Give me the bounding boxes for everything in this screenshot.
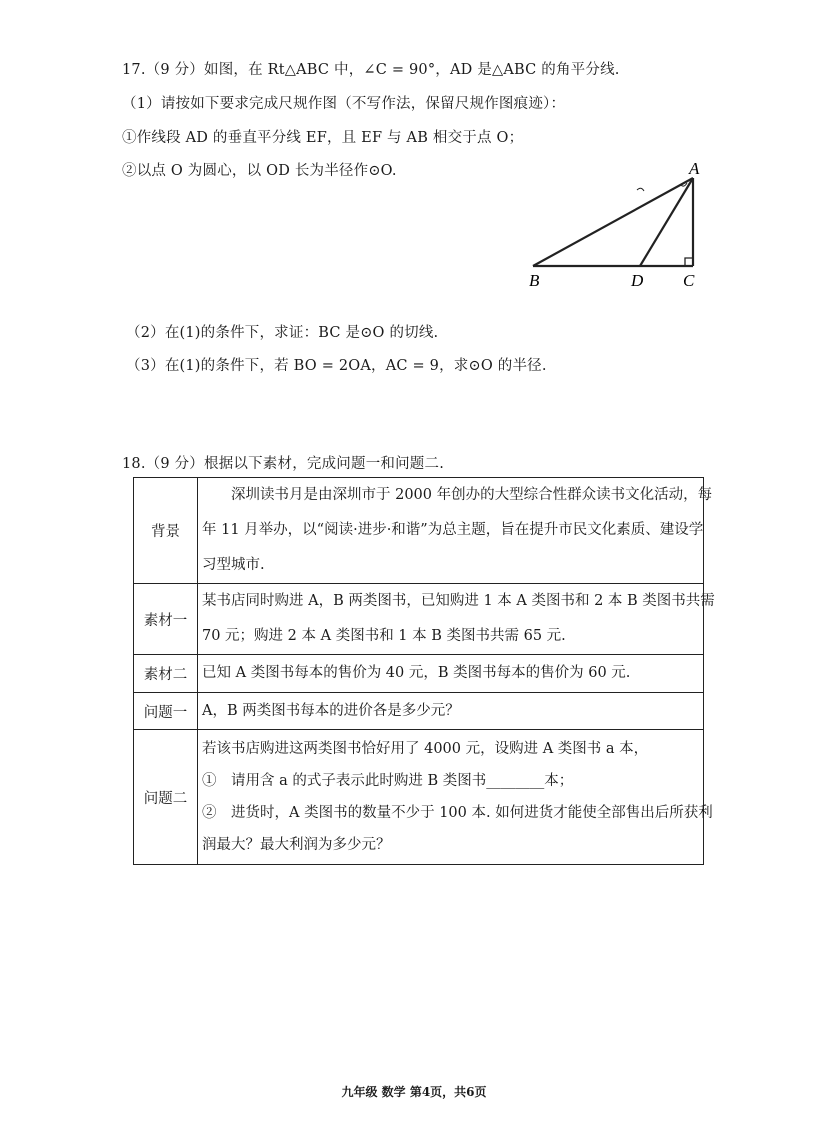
row-line: 已知 A 类图书每本的售价为 40 元，B 类图书每本的售价为 60 元. bbox=[202, 665, 631, 681]
row-line: ② 进货时，A 类图书的数量不少于 100 本. 如何进货才能使全部售出后所获利 bbox=[202, 805, 713, 821]
q17-part1: （1）请按如下要求完成尺规作图（不写作法，保留尺规作图痕迹）： bbox=[122, 96, 566, 112]
label-d: D bbox=[631, 271, 644, 290]
row-line: 年 11 月举办，以“阅读·进步·和谐”为总主题，旨在提升市民文化素质、建设学 bbox=[202, 522, 704, 538]
side-ab bbox=[533, 178, 693, 266]
triangle-figure bbox=[520, 150, 720, 295]
label-c: C bbox=[683, 271, 695, 290]
q17-step2: ②以点 O 为圆心，以 OD 长为半径作⊙O. bbox=[122, 163, 397, 179]
row-line: 润最大？最大利润为多少元？ bbox=[202, 837, 391, 853]
table-row-background bbox=[134, 478, 704, 584]
row-head: 素材一 bbox=[134, 584, 198, 655]
row-head: 问题二 bbox=[134, 730, 198, 865]
materials-table bbox=[133, 477, 715, 865]
row-line: 70 元；购进 2 本 A 类图书和 1 本 B 类图书共需 65 元. bbox=[202, 628, 566, 644]
row-body bbox=[198, 478, 713, 584]
q17-step1: ①作线段 AD 的垂直平分线 EF，且 EF 与 AB 相交于点 O； bbox=[122, 130, 524, 146]
row-line: 某书店同时购进 A，B 两类图书，已知购进 1 本 A 类图书和 2 本 B 类图书共需 bbox=[202, 593, 715, 609]
row-body bbox=[198, 730, 713, 865]
arc-mark bbox=[637, 188, 644, 191]
row-head: 背景 bbox=[134, 478, 198, 584]
row-line: ① 请用含 a 的式子表示此时购进 B 类图书________本； bbox=[202, 773, 574, 789]
row-line: A，B 两类图书每本的进价各是多少元？ bbox=[202, 702, 460, 719]
row-head: 素材二 bbox=[134, 655, 198, 693]
page-footer: 九年级 数学 第4页，共6页 bbox=[341, 1085, 487, 1099]
row-body bbox=[198, 693, 704, 730]
label-a: A bbox=[689, 159, 700, 178]
row-body bbox=[198, 584, 715, 655]
bisector-ad bbox=[640, 178, 693, 266]
q17-part2: （2）在(1)的条件下，求证：BC 是⊙O 的切线. bbox=[126, 325, 439, 341]
q17-title: 17.（9 分）如图，在 Rt△ABC 中，∠C = 90°，AD 是△ABC 的角平分线. bbox=[122, 62, 620, 78]
row-head: 问题一 bbox=[134, 693, 198, 730]
table-row-material-1 bbox=[134, 584, 704, 655]
row-line: 若该书店购进这两类图书恰好用了 4000 元，设购进 A 类图书 a 本， bbox=[202, 741, 649, 757]
table-row-question-1 bbox=[134, 693, 704, 730]
label-b: B bbox=[529, 271, 540, 290]
q18-title: 18.（9 分）根据以下素材，完成问题一和问题二. bbox=[122, 456, 445, 472]
q17-part3: （3）在(1)的条件下，若 BO = 2OA，AC = 9，求⊙O 的半径. bbox=[126, 358, 547, 374]
row-line: 深圳读书月是由深圳市于 2000 年创办的大型综合性群众读书文化活动，每 bbox=[202, 487, 713, 503]
row-line: 习型城市. bbox=[202, 557, 265, 573]
right-angle-mark bbox=[685, 258, 693, 266]
table-row-material-2 bbox=[134, 655, 704, 693]
table-row-question-2 bbox=[134, 730, 704, 865]
row-body bbox=[198, 655, 704, 693]
